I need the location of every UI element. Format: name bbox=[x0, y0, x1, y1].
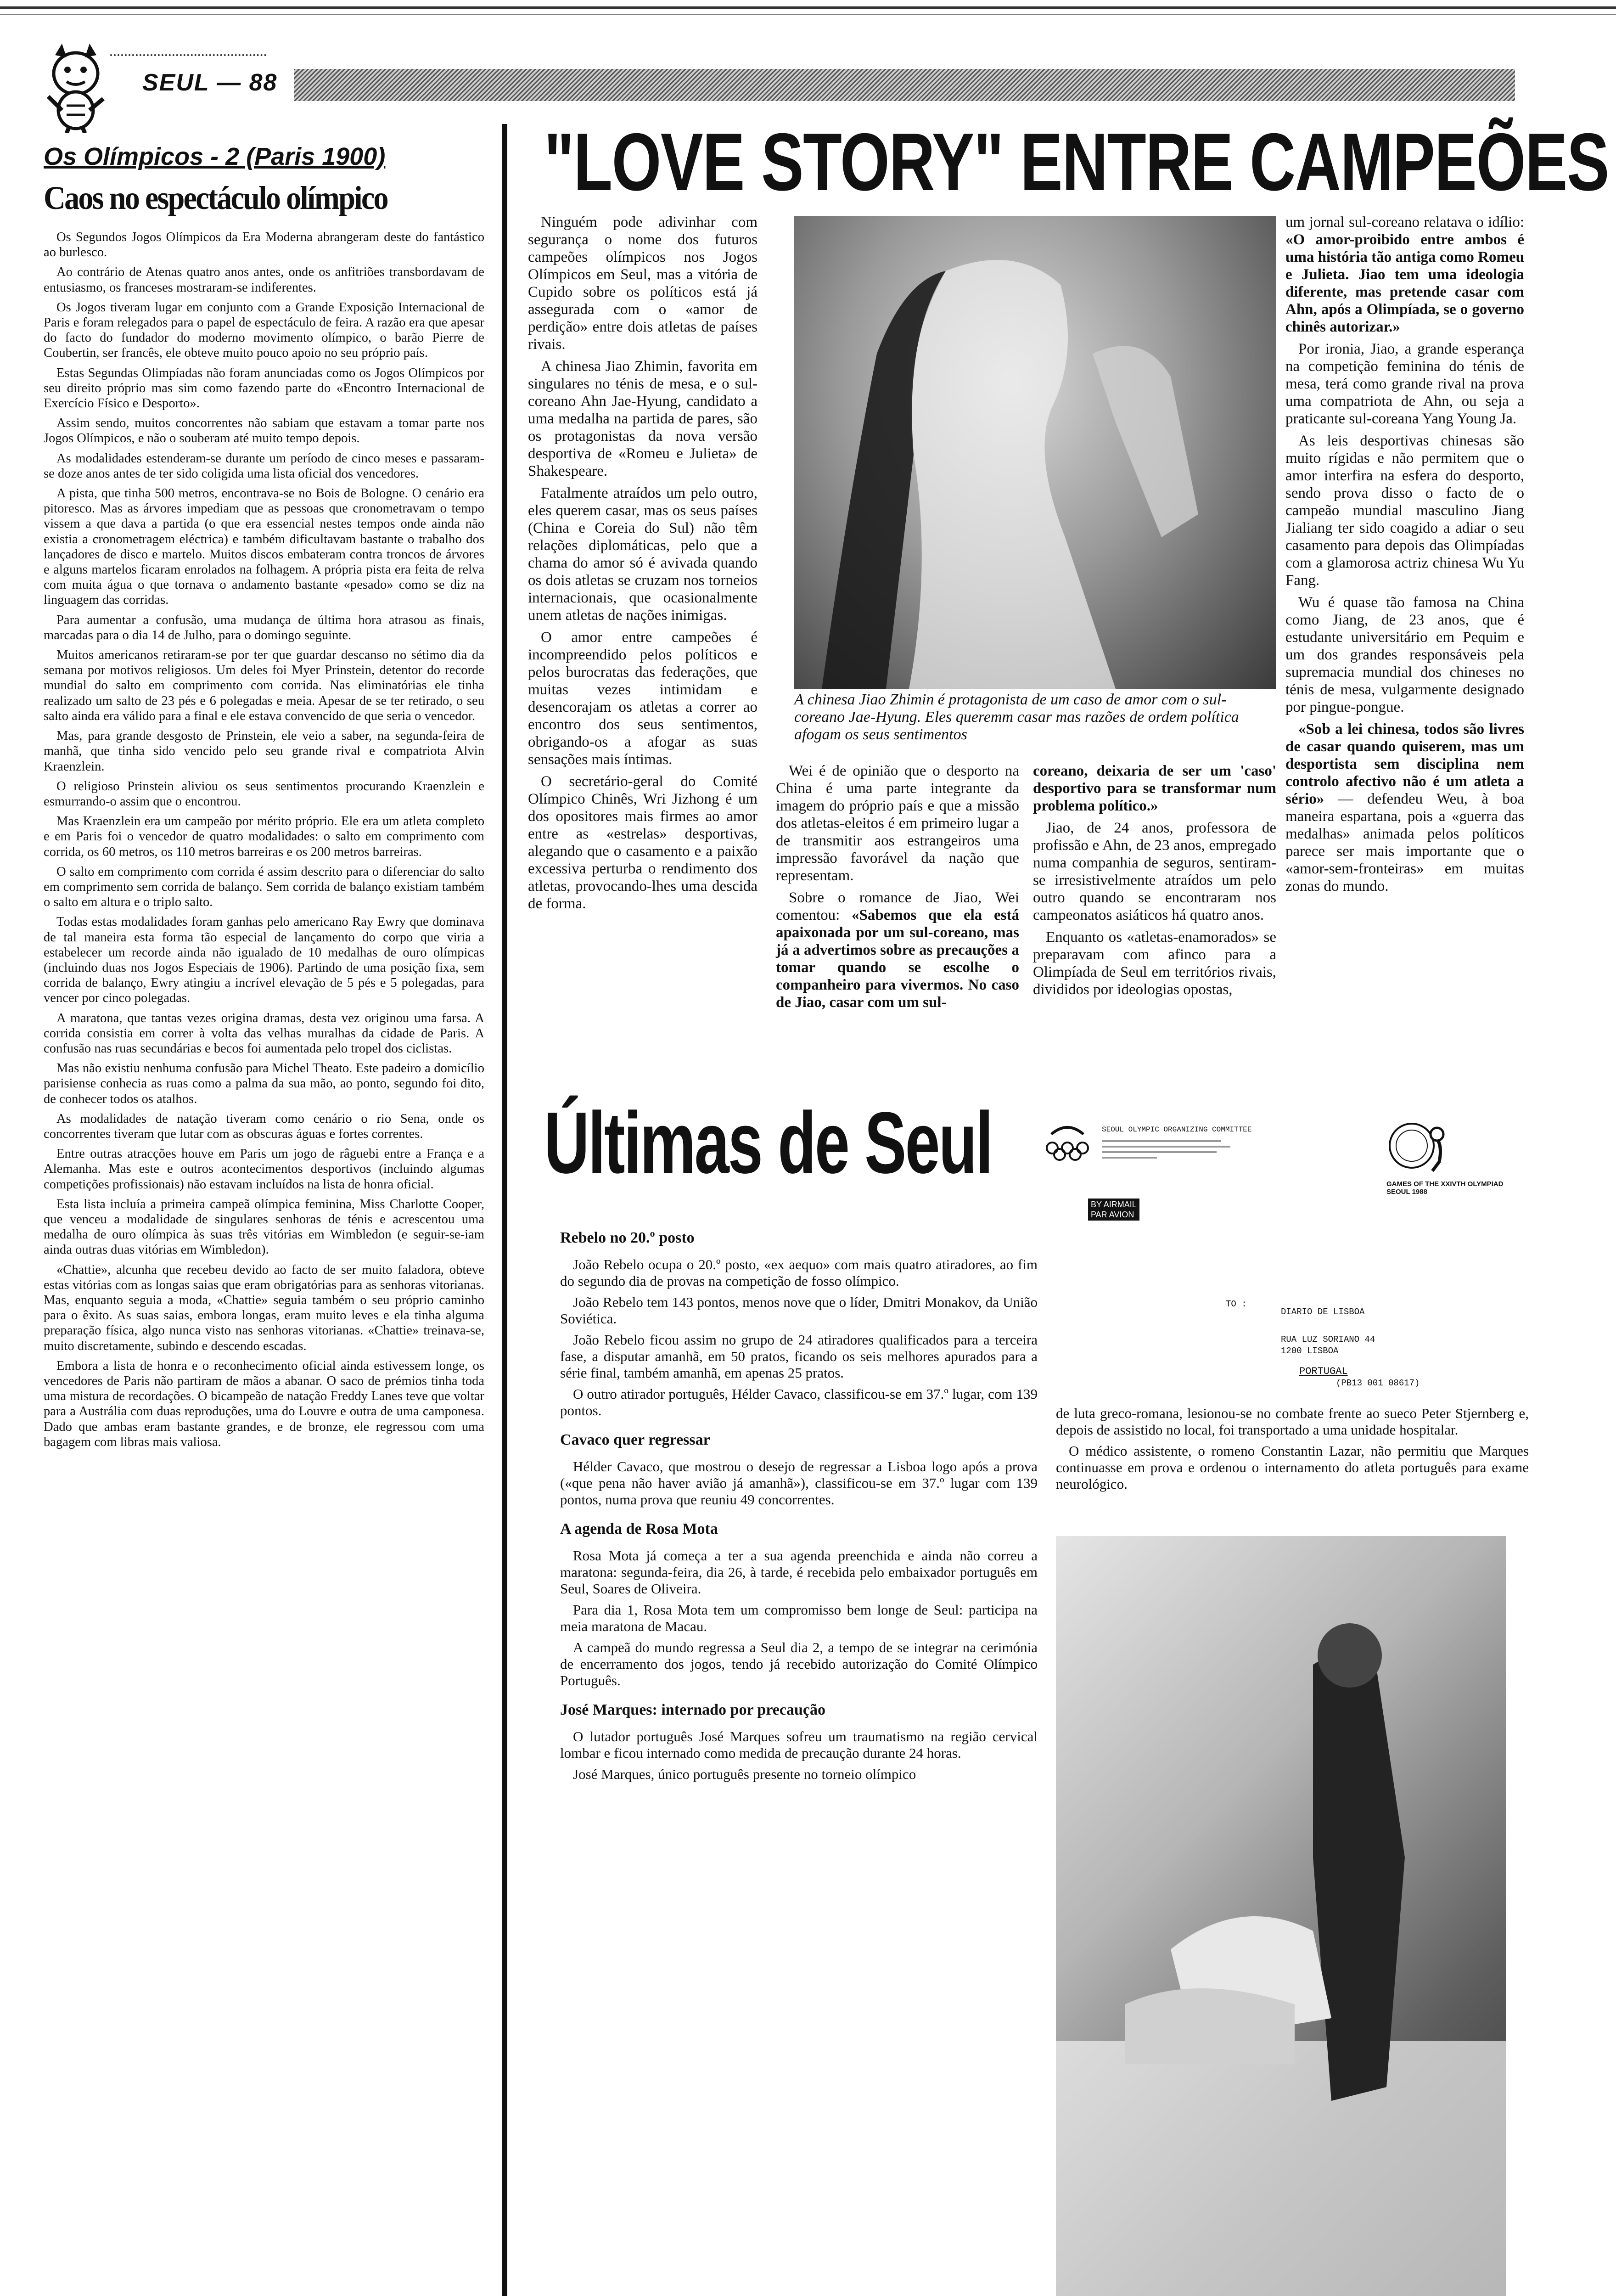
left-article-paragraph: A pista, que tinha 500 metros, encontrava-se no Bois de Bologne. O cenário era pitoresco. Mas as árvores impediam que as pessoas que cronometravam o tempo vissem a que dava a partida (o que era essencial nestes tempos onde ainda não existia a cronometragem eléctrica) e também dificultavam bastante o trabalho dos lançadores de disco e martelo. Muitos discos embateram contra troncos de árvores e alguns martelos ficaram enrolados na folhagem. A própria pista era feita de relva com muita água o que tornava o andamento bastante «pesado» como se diz na linguagem das corridas. bbox=[44, 486, 484, 608]
right-col-para-1: de luta greco-romana, lesionou-se no combate frente ao sueco Peter Stjernberg e, depois de assistido no local, foi transportado a uma unidade hospitalar. bbox=[1056, 1405, 1529, 1438]
ultimas-paragraph: Hélder Cavaco, que mostrou o desejo de regressar a Lisboa logo após a prova («que pena não haver avião já amanhã»), classificou-se em 37.º lugar com 139 pontos, numa prova que reuniu 49 concorrentes. bbox=[560, 1458, 1038, 1508]
ultimas-body bbox=[560, 1217, 1038, 2296]
left-article-paragraph: Mas, para grande desgosto de Prinstein, ele veio a saber, na segunda-feira de manhã, que tinha sido vencido pelo seu grande rival e compatriota Alvin Kraenzlein. bbox=[44, 729, 484, 774]
address-line-2: RUA LUZ SORIANO 44 bbox=[1281, 1334, 1375, 1345]
left-article-paragraph: Mas Kraenzlein era um campeão por mérito próprio. Ele era um atleta completo e em Paris foi o vencedor de quatro modalidades: o salto em comprimento com corrida, os 60 metros, os 110 metros barreiras e os 200 metros barreiras. bbox=[44, 814, 484, 859]
love-story-paragraph: Ninguém pode adivinhar com segurança o nome dos futuros campeões olímpicos nos Jogos Olímpicos em Seul, mas a vitória de Cupido sobre os políticos está já assegurada com o «amor de perdição» entre dois atletas de países rivais. bbox=[528, 214, 758, 353]
left-article-paragraph: O salto em comprimento com corrida é assim descrito para o diferenciar do salto em comprimento sem corrida de balanço. Sem corrida de balanço existiam também o salto em altura e o triplo salto. bbox=[44, 864, 484, 910]
left-article-paragraph: «Chattie», alcunha que recebeu devido ao facto de ser muito faladora, obteve estas vitórias com as longas saias que eram obrigatórias para as senhoras vitorianas. Mas, enquanto seguia a moda, «Chattie» seguia também o seu próprio caminho para o êxito. As suas saias, embora longas, eram muito leves e ela tinha alguma preparação física, algo nunca visto nas senhoras vitorianas. «Chattie» treinava-se, muito discretamente, subindo e descendo escadas. bbox=[44, 1262, 484, 1353]
address-line-1: DIARIO DE LISBOA bbox=[1281, 1307, 1365, 1317]
ultimas-paragraph: João Rebelo ficou assim no grupo de 24 atiradores qualificados para a terceira fase, a disputar amanhã, em 50 pratos, ficando os seis melhores apurados para a série final, também amanhã, em apenas 25 pratos. bbox=[560, 1332, 1038, 1381]
col4-para-2: As leis desportivas chinesas são muito rígidas e não permitem que o amor interfira na esfera do desporto, sendo prova disso o facto de o campeão mundial masculino Jiang Jialiang ter sido coagido a adiar o seu casamento para depois das Olimpíadas com a glamorosa actriz chinesa Wu Yu Fang. bbox=[1285, 433, 1524, 589]
col4-para-3: Wu é quase tão famosa na China como Jiang, de 23 anos, que é estudante universitário em Pequim e um dos grandes responsáveis pela supremacia mundial dos chineses no ténis de mesa, vulgarmente designado por pingue-pongue. bbox=[1285, 594, 1524, 715]
header-band bbox=[294, 69, 1515, 101]
address-line-3: 1200 LISBOA bbox=[1281, 1346, 1339, 1356]
address-line-5: (PB13 001 08617) bbox=[1336, 1378, 1420, 1388]
letterhead-address-lines bbox=[1102, 1137, 1240, 1162]
col2-para-1: Wei é de opinião que o desporto na China é uma parte integrante da imagem do próprio país e que a missão dos atletas-eleitos é em primeiro lugar a de transmitir aos estrangeiros uma impressão favorável da nação que representam. bbox=[776, 763, 1019, 884]
ultimas-section-heading: Cavaco quer regressar bbox=[560, 1431, 710, 1448]
left-article-kicker: Os Olímpicos - 2 (Paris 1900) bbox=[44, 143, 386, 170]
left-article-body bbox=[44, 230, 484, 2273]
hodori-mascot-icon bbox=[41, 41, 110, 133]
col4-intro-para bbox=[1285, 214, 1524, 336]
castro-twins-photo bbox=[1056, 1536, 1506, 2296]
col4-end: — defendeu Weu, à boa maneira espartana, pois a «guerra das medalhas» animada pelos políticos parece ser mais importante que o «amor-sem-fronteiras» em muitas zonas do mundo. bbox=[1285, 791, 1525, 895]
ultimas-right-col bbox=[1056, 1405, 1529, 1497]
left-article-paragraph: Os Jogos tiveram lugar em conjunto com a Grande Exposição Internacional de Paris e foram relegados para o papel de espectáculo de feira. A razão era que apesar do facto do fundador do moderno movimento olímpico, o barão Pierre de Coubertin, ser francês, ele obteve muito pouco apoio no seu próprio país. bbox=[44, 300, 484, 360]
love-story-paragraph: O secretário-geral do Comité Olímpico Chinês, Wri Jizhong é um dos opositores mais firmes ao amor entre as «estrelas» desportivas, alegando que o casamento e a paixão excessiva perturba o rendimento dos atletas, provocando-lhes uma descida de forma. bbox=[528, 773, 758, 912]
col4-intro: um jornal sul-coreano relatava o idílio: bbox=[1285, 214, 1524, 231]
ultimas-paragraph: Para dia 1, Rosa Mota tem um compromisso bem longe de Seul: participa na meia maratona de Macau. bbox=[560, 1602, 1038, 1634]
left-article-paragraph: As modalidades estenderam-se durante um período de cinco meses e passaram-se doze anos antes de ter sido coligida uma lista oficial dos vencedores. bbox=[44, 451, 484, 481]
ultimas-section-heading: A agenda de Rosa Mota bbox=[560, 1520, 718, 1537]
left-article-paragraph: A maratona, que tantas vezes origina dramas, desta vez originou uma farsa. A corrida consistia em correr à volta das velhas muralhas da cidade de Paris. A confusão nas ruas secundárias e becos foi aumentada pelo tropel dos ciclistas. bbox=[44, 1011, 484, 1056]
col4-quote2: «Sob a lei chinesa, todos são livres de casar quando quiserem, mas um desportista sem disciplina nem controlo afectivo não é um atleta a sério» bbox=[1285, 721, 1524, 807]
left-article-paragraph: Muitos americanos retiraram-se por ter que guardar descanso no sétimo dia da semana por motivos religiosos. Um deles foi Myer Prinstein, detentor do recorde mundial do salto em comprimento com corrida. Nas eliminatórias ele tinha realizado um salto de 23 pés e 6 polegadas e meia. Apesar de se ter retirado, o seu salto ainda era válido para a final e ele estava convencido de que seria o vencedor. bbox=[44, 648, 484, 723]
left-article-paragraph: Assim sendo, muitos concorrentes não sabiam que estavam a tomar parte nos Jogos Olímpicos, e não o souberam até muito tempo depois. bbox=[44, 416, 484, 446]
love-story-title: "LOVE STORY" ENTRE CAMPEÕES bbox=[544, 116, 1609, 208]
ultimas-paragraph: A campeã do mundo regressa a Seul dia 2, a tempo de se integrar na cerimónia de encerramento dos jogos, tendo já recebido autorização do Comité Olímpico Português. bbox=[560, 1639, 1038, 1688]
left-article-paragraph: As modalidades de natação tiveram como cenário o rio Sena, onde os concorrentes tiveram que lutar com as obscuras águas e fortes correntes. bbox=[44, 1111, 484, 1141]
top-rule-thin bbox=[0, 14, 1616, 15]
postage-stamp-icon bbox=[1386, 1120, 1451, 1176]
left-article-title: Caos no espectáculo olímpico bbox=[44, 180, 387, 216]
left-article-paragraph: Embora a lista de honra e o reconhecimento oficial ainda estivessem longe, os vencedores de Paris não partiram de mãos a abanar. O saco de prémios tinha toda uma mistura de recordações. O bicampeão de natação Freddy Lanes teve que voltar para a Austrália com duas reproduções, uma do Louvre e outra de uma camponesa. Dado que ambas eram bastante grandes, e de bronze, ele regressou com uma bagagem com libras mais valiosa. bbox=[44, 1358, 484, 1449]
left-article-paragraph: Mas não existiu nenhuma confusão para Michel Theato. Este padeiro a domicílio parisiense conhecia as ruas como a palma da sua mão, ao ponto, segundo foi dito, de conhecer todos os atalhos. bbox=[44, 1061, 484, 1106]
header-dotted-line bbox=[110, 54, 266, 56]
games-label: GAMES OF THE XXIVTH OLYMPIAD SEOUL 1988 bbox=[1386, 1180, 1504, 1196]
col4-para-4 bbox=[1285, 720, 1524, 895]
love-story-col4 bbox=[1285, 214, 1524, 900]
love-story-col1 bbox=[528, 214, 758, 1072]
jiao-zhimin-photo bbox=[794, 216, 1276, 689]
right-col-para-2: O médico assistente, o romeno Constantin Lazar, não permitiu que Marques continuasse em prova e ordenou o internamento do atleta português para exame neurológico. bbox=[1056, 1443, 1529, 1492]
col2-para-2 bbox=[776, 889, 1019, 1011]
col4-quote: «O amor-proibido entre ambos é uma história tão antiga como Romeu e Julieta. Jiao tem uma ideologia diferente, mas pretende casar com Ahn, após a Olimpíada, se o governo chinês autorizar.» bbox=[1285, 231, 1524, 335]
love-story-paragraph: O amor entre campeões é incompreendido pelos políticos e pelos burocratas das federações, que muitas vezes intimidam e desencorajam os atletas a correr ao encontro dos seus sentimentos, obrigando-os a afogar as suas sensações mais íntimas. bbox=[528, 629, 758, 768]
airmail-label bbox=[1088, 1199, 1139, 1221]
ultimas-paragraph: João Rebelo ocupa o 20.º posto, «ex aequo» com mais quatro atiradores, ao fim do segundo dia de provas na competição de fosso olímpico. bbox=[560, 1256, 1038, 1289]
love-story-col2 bbox=[776, 762, 1019, 1016]
love-story-paragraph: Fatalmente atraídos um pelo outro, eles querem casar, mas os seus países (China e Coreia do Sul) não têm relações diplomáticas, pelo que a chama do amor só é avivada quando os dois atletas se cruzam nos torneios internacionais, que ocasionalmente unem atletas de nações inimigas. bbox=[528, 485, 758, 624]
love-story-col3 bbox=[1033, 762, 1276, 1003]
ultimas-paragraph: Rosa Mota já começa a ter a sua agenda preenchida e ainda não correu a maratona: segunda-feira, dia 26, à tarde, é recebida pelo embaixador português em Seul, Soares de Oliveira. bbox=[560, 1548, 1038, 1597]
ultimas-paragraph: João Rebelo tem 143 pontos, menos nove que o líder, Dmitri Monakov, da União Soviética. bbox=[560, 1294, 1038, 1327]
left-article-paragraph: O religioso Prinstein aliviou os seus sentimentos procurando Kraenzlein e esmurrando-o assim que o encontrou. bbox=[44, 779, 484, 809]
ultimas-paragraph: José Marques, único português presente no torneio olímpico bbox=[573, 1766, 916, 1782]
column-rule-left bbox=[502, 124, 507, 2296]
ultimas-paragraph: O outro atirador português, Hélder Cavaco, classificou-se em 37.º lugar, com 139 pontos. bbox=[560, 1386, 1038, 1418]
col2-intro: Sobre o romance de Jiao, Wei comentou: bbox=[776, 889, 1019, 923]
top-rule bbox=[0, 6, 1616, 9]
left-article-paragraph: Os Segundos Jogos Olímpicos da Era Moderna abrangeram deste do fantástico ao burlesco. bbox=[44, 230, 484, 260]
col4-para-1: Por ironia, Jiao, a grande esperança na competição feminina do ténis de mesa, terá como grande rival na prova uma compatriota de Ahn, ou seja a praticante sul-coreana Yang Young Ja. bbox=[1285, 341, 1524, 427]
airmail-line-1: BY AIRMAIL bbox=[1091, 1200, 1137, 1209]
left-article-paragraph: Ao contrário de Atenas quatro anos antes, onde os anfitriões transbordavam de entusiasmo, os franceses mostraram-se indiferentes. bbox=[44, 265, 484, 295]
letterhead-org: SEOUL OLYMPIC ORGANIZING COMMITTEE bbox=[1102, 1125, 1252, 1134]
left-article-paragraph: Esta lista incluía a primeira campeã olímpica feminina, Miss Charlotte Cooper, que venceu a modalidade de singulares senhoras de ténis e acrescentou uma medalha de ouro olímpica às suas três vitórias em Wimbledon (e seguir-se-iam ainda outras duas vitórias em Wimbledon). bbox=[44, 1197, 484, 1257]
seoul-olympic-logo-icon bbox=[1042, 1120, 1093, 1162]
ultimas-section-heading: Rebelo no 20.º posto bbox=[560, 1229, 695, 1246]
letterhead-to: TO : bbox=[1226, 1299, 1247, 1309]
airmail-line-2: PAR AVION bbox=[1091, 1210, 1134, 1219]
address-line-4: PORTUGAL bbox=[1299, 1366, 1348, 1377]
jiao-photo-caption: A chinesa Jiao Zhimin é protagonista de um caso de amor com o sul-coreano Jae-Hyung. Eles queremm casar mas razões de ordem política afogam os seus sentimentos bbox=[794, 691, 1239, 743]
col3-para-2: Enquanto os «atletas-enamorados» se preparavam com afinco para a Olimpíada de Seul em territórios rivais, divididos por ideologias opostas, bbox=[1033, 929, 1276, 998]
left-article-paragraph: Entre outras atracções houve em Paris um jogo de râguebi entre a França e a Alemanha. Mas este e outros acontecimentos desportivos (incluindo algumas competições profissionais) não estavam incluídos na lista de honra oficial. bbox=[44, 1147, 484, 1192]
col2-quote: «Sabemos que ela está apaixonada por um sul-coreano, mas já a advertimos sobre as precauções a tomar quando se escolhe o companheiro para vivermos. No caso de Jiao, casar com um sul- bbox=[776, 907, 1019, 1011]
col3-para-1: Jiao, de 24 anos, professora de profissão e Ahn, de 23 anos, empregado numa companhia de seguros, sentiram-se irresistivelmente atraídos um pelo outro quando se encontraram nos campeonatos asiáticos há quatro anos. bbox=[1033, 820, 1276, 923]
ultimas-title: Últimas de Seul bbox=[544, 1094, 992, 1192]
left-article-paragraph: Todas estas modalidades foram ganhas pelo americano Ray Ewry que dominava de tal maneira esta forma tão especial de lançamento do corpo que viria a estabelecer um recorde ainda não igualado de 10 medalhas de ouro olímpicas (incluindo duas nos Jogos Especiais de 1906). Partindo de uma posição fixa, sem corrida de balanço, Ewry atingiu a incrível elevação de 5 pés e 5 polegadas, para vencer por cinco polegadas. bbox=[44, 915, 484, 1006]
section-label: SEUL — 88 bbox=[142, 69, 278, 96]
left-article-paragraph: Para aumentar a confusão, uma mudança de última hora atrasou as finais, marcadas para o dia 14 de Julho, para o domingo seguinte. bbox=[44, 613, 484, 642]
ultimas-section-heading: José Marques: internado por precaução bbox=[560, 1701, 825, 1718]
love-story-paragraph: A chinesa Jiao Zhimin, favorita em singulares no ténis de mesa, e o sul-coreano Ahn Jae-Hyung, candidato a uma medalha na partida de pares, são os protagonistas da nova versão desportiva de «Romeu e Julieta» de Shakespeare. bbox=[528, 358, 758, 479]
col3-quote: coreano, deixaria de ser um 'caso' desportivo para se transformar num problema político.» bbox=[1033, 763, 1276, 814]
ultimas-paragraph: O lutador português José Marques sofreu um traumatismo na região cervical lombar e ficou internado como medida de precaução durante 24 horas. bbox=[560, 1728, 1038, 1761]
left-article-paragraph: Estas Segundas Olimpíadas não foram anunciadas como os Jogos Olímpicos por seu direito próprio mas sim como fazendo parte do «Encontro Internacional de Exercício Físico e Desporto». bbox=[44, 366, 484, 411]
